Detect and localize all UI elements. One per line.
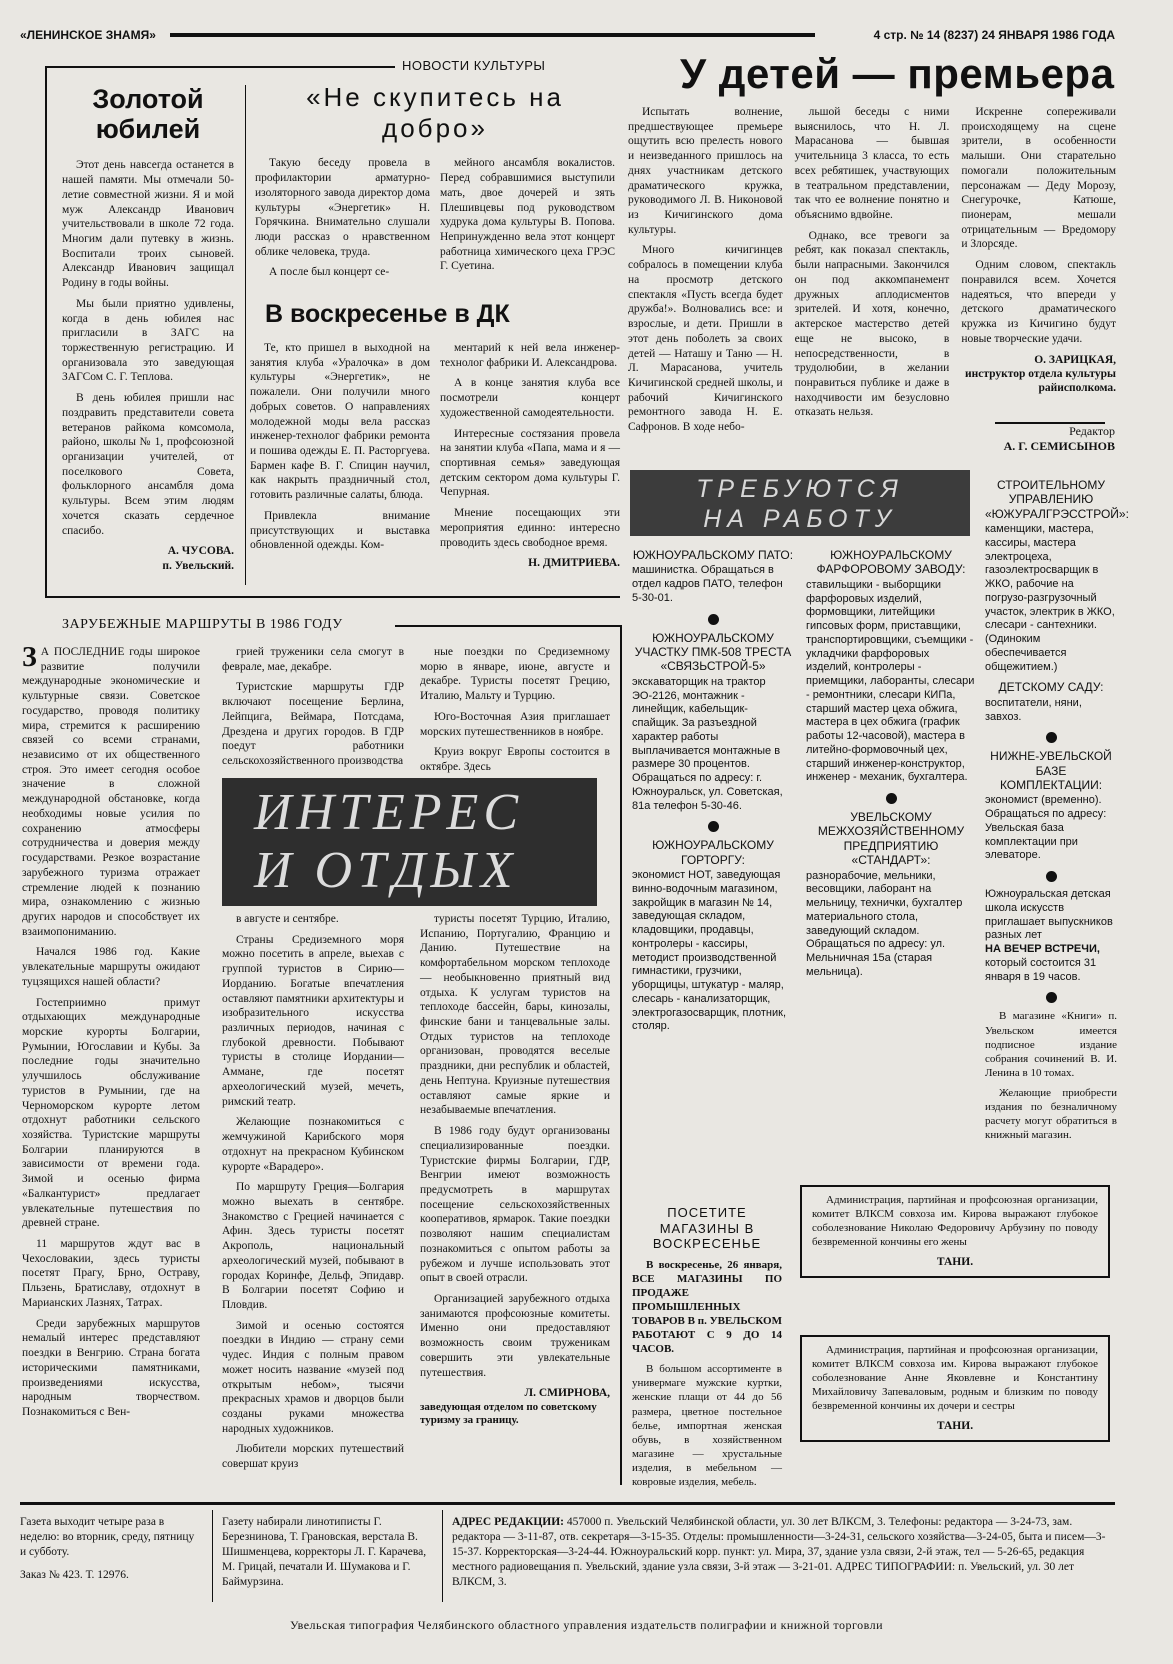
job-text: машинистка. Обращаться в отдел кадров ПАТО, телефон 5-30-01. xyxy=(632,564,783,604)
paper-name: «ЛЕНИНСКОЕ ЗНАМЯ» xyxy=(20,28,160,42)
travel-banner-line1: ИНТЕРЕС xyxy=(254,784,523,841)
premiere-paragraph: льшой беседы с ними выяснилось, что Н. Л. Марасанова — бывшая учительница 3 класса, то есть всех ребятишек, участвующих в театральном представлении, так что ее волнение понятно и объяснимо вдвойне. xyxy=(794,106,950,222)
footer-top-rule xyxy=(20,1502,1115,1505)
shops-title: ПОСЕТИТЕ МАГАЗИНЫ В ВОСКРЕСЕНЬЕ xyxy=(652,1205,762,1252)
travel-paragraph: Гостеприимно примут отдыхающих международные морские курорты Болгарии, Румынии, Югославии и Кубы. За последние годы значительно улучшилось обслуживание туристов в Румынии, где на Черноморском курорте летом отдохнут работники сельского хозяйства. Туристские маршруты Болгарии планируются в зависимости от времени года. Зимой и осенью фирма «Балкантурист» предлагает увлекательные путешествия по древней стране. xyxy=(22,996,200,1230)
golden-signature: А. ЧУСОВА. xyxy=(167,545,234,558)
jobs-banner xyxy=(630,470,970,536)
editor-block xyxy=(990,424,1115,454)
bullet-icon xyxy=(886,793,897,804)
dk-paragraph: Те, кто пришел в выходной на занятия клуба «Уралочка» в дом культуры «Энергетик», не пожалели. Они получили много добрых советов. О направлениях молодежной моды вела рассказ инженер-технолог фабрики ремонта и пошива одежды Е. П. Расторгуева. Бармен кафе В. Г. Спицин научил, как накрыть праздничный стол, готовить различные салаты, блюда. xyxy=(250,342,430,502)
issue-info: 4 стр. № 14 (8237) 24 ЯНВАРЯ 1986 ГОДА xyxy=(873,28,1115,42)
footer-schedule-block xyxy=(20,1515,200,1583)
premiere-paragraph: Однако, все тревоги за ребят, как показал спектакль, были напрасными. Закончился он под аккомпанемент дружных аплодисментов зрителей. И хотя, конечно, актерское мастерство детей еще не высоко, в непосредственности, в трудолюбии, в желании понравиться публике и даже в находчивости им безусловно отказать нельзя. xyxy=(794,229,950,419)
dk-paragraph: Привлекла внимание присутствующих и выставка обновленной одежды. Ком- xyxy=(250,509,430,552)
job-text: разнорабочие, мельники, весовщики, лаборант на мельницу, технички, бухгалтер материального стола, заведующий складом. Обращаться по адресу: ул. Мельничная 15а (старая мельница). xyxy=(806,869,963,978)
condolence-text: Администрация, партийная и профсоюзная организации, комитет ВЛКСМ совхоза им. Кирова выражают глубокое соболезнование Анне Яковлевне и Константину Михайловичу Запеваловым, родным и близким по поводу безвременной кончины их дочери и сестры xyxy=(812,1344,1098,1413)
travel-paragraph: Юго-Восточная Азия приглашает морских путешественников в ноябре. xyxy=(420,710,610,738)
golden-divider xyxy=(245,85,246,585)
job-text: экономист НОТ, заведующая винно-водочным магазином, закройщик в магазин № 14, заведующая складом, кладовщики, продавцы, контролеры - кассиры, методист производственной гимнастики, грузчики, уборщицы, штукатур - маляр, слесарь - канализаторщик, электрогазосварщик, плотник, столяр. xyxy=(632,869,786,1033)
footer-schedule: Газета выходит четыре раза в неделю: во вторник, среду, пятницу и субботу. xyxy=(20,1516,195,1558)
kindness-title: «Не скупитесь на добро» xyxy=(306,82,564,144)
travel-signature-role: заведующая отделом по советскому туризму за границу. xyxy=(420,1400,597,1427)
bullet-icon xyxy=(1046,992,1057,1003)
dk-signature: Н. ДМИТРИЕВА. xyxy=(528,557,620,570)
dropcap: З xyxy=(22,642,37,673)
footer-divider xyxy=(212,1510,213,1602)
job-org: ЮЖНОУРАЛЬСКОМУ УЧАСТКУ ПМК-508 ТРЕСТА «СВЯЗЬСТРОЙ-5» xyxy=(634,630,792,674)
job-org: ЮЖНОУРАЛЬСКОМУ ГОРТОРГУ: xyxy=(652,838,774,867)
culture-left-rule xyxy=(45,66,47,596)
jobs-banner-line2: НА РАБОТУ xyxy=(703,505,897,533)
footer-address-label: АДРЕС РЕДАКЦИИ: xyxy=(452,1516,565,1528)
books-paragraph: Желающие приобрести издания по безналичному расчету могут обратиться в книжный магазин. xyxy=(985,1086,1117,1142)
editor-name: А. Г. СЕМИСЫНОВ xyxy=(1003,439,1115,453)
premiere-paragraph: Много кичигинцев собралось в помещении клуба на просмотр детского спектакля «Пусть всегда будет дружба!». Волновались все: и взрослые, и дети. Пришли в этот день поболеть за своих детей — Наташу и Таню — Н. Л. Марасанова, учитель Кичигинской средней школы, и рабочий Кичигинского ремонтного завода Н. Е. Сафронов. В ходе небо- xyxy=(628,244,783,434)
culture-section-label: НОВОСТИ КУЛЬТУРЫ xyxy=(402,58,546,73)
dk-paragraph: Интересные состязания провела на занятии клуба «Папа, мама и я — спортивная семья» заведующая детским сектором дома культуры Г. Чепурная. xyxy=(440,427,620,499)
culture-top-rule xyxy=(45,66,395,68)
travel-paragraph: в августе и сентябре. xyxy=(236,913,339,925)
travel-col3-top xyxy=(420,645,610,781)
condolence-box xyxy=(800,1335,1110,1442)
premiere-signature: О. ЗАРИЦКАЯ, xyxy=(1034,353,1117,366)
job-org: НИЖНЕ-УВЕЛЬСКОЙ БАЗЕ КОМПЛЕКТАЦИИ: xyxy=(990,749,1112,793)
jobs-right-column xyxy=(806,548,976,980)
golden-paragraph: В день юбилея пришли нас поздравить представители совета ветеранов райкома комсомола, районо, школы № 1, профсоюзной организации учителей, от поселкового Совета, фольклорного ансамбля дома культуры. Всем этим людям хочется сказать сердечное спасибо. xyxy=(62,392,234,537)
job-org: ЮЖНОУРАЛЬСКОМУ ФАРФОРОВОМУ ЗАВОДУ: xyxy=(816,548,966,577)
travel-col2-bottom xyxy=(222,912,404,1478)
bullet-icon xyxy=(1046,732,1057,743)
condolence-name: ТАНИ. xyxy=(936,1420,974,1433)
travel-paragraph: ные поездки по Средиземному морю в январе, июне, августе и декабре. Туристы посетят Грецию, Италию, Мальту и Турцию. xyxy=(420,646,610,703)
travel-paragraph: Начался 1986 год. Какие увлекательные маршруты ожидают туцзящихся нашей области? xyxy=(22,946,200,988)
travel-col1 xyxy=(22,642,200,1426)
dk-paragraph: А в конце занятия клуба все посмотрели концерт художественной самодеятельности. xyxy=(440,377,620,419)
shops-paragraph: В большом ассортименте в универмаге мужские куртки, женские плащи от 44 до 56 размера, цветное постельное белье, импортная женская обувь, в хозяйственном магазине — хрустальные изделия, в мебельном — ковровые изделия, мебель. xyxy=(632,1363,782,1488)
travel-paragraph: В 1986 году будут организованы специализированные поездки. Туристские фирмы Болгарии, ГДР, Венгрии имеют возможность предусмотреть в маршрутах посещение сельскохозяйственных кооперативов, ярмарок. Такие поездки позволяют нашим специалистам познакомиться с опытом работы за рубежом и лучше использовать этот опыт в своей отрасли. xyxy=(420,1125,610,1285)
condolence-text: Администрация, партийная и профсоюзная организации, комитет ВЛКСМ совхоза им. Кирова выражают глубокое соболезнование Николаю Федоровичу Арбузину по поводу безвременной кончины его жены xyxy=(812,1194,1098,1249)
golden-signature-place: п. Увельский. xyxy=(162,559,234,572)
travel-paragraph: По маршруту Греция—Болгария можно выехать в сентябре. Знакомство с Грецией начинается с Афин. Здесь туристы посетят Акрополь, национальный археологический музей, побывают в городах Коринфе, Дельф, Эпидавр. В Болгарии посетят Софию и Пловдив. xyxy=(222,1181,404,1311)
footer-order: Заказ № 423. Т. 12976. xyxy=(20,1568,129,1581)
travel-paragraph: Страны Средиземного моря можно посетить в апреле, выехав с группой туристов в Сирию—Иорданию. Богатые впечатления оставляют памятники архитектуры и изобразительного искусства различных периодов, начиная с глубокой древности. Побывают туристы в столице Иордании—Аммане, где посетят археологический музей, мечеть, римский театр. xyxy=(222,933,404,1108)
jobs-far-right-column xyxy=(985,478,1129,1148)
kindness-paragraph: мейного ансамбля вокалистов. Перед собравшимися выступили мать, двое дочерей и зять Плешивцевы под руководством худрука дома культуры В. Попова. Непринужденно вела этот концерт работница химического цеха ГРЭС Г. Суетина. xyxy=(440,157,615,273)
travel-paragraph: Организацией зарубежного отдыха занимаются профсоюзные комитеты. Именно они предоставляют возможность своим труженикам совершить эти увлекательные путешествия. xyxy=(420,1292,610,1379)
travel-paragraph: Зимой и осенью состоятся поездки в Индию — страну семи чудес. Индия с полным правом может носить название «музей под открытым небом», тысячи прекрасных храмов и дворцов были созданы руками множества народных художников. xyxy=(222,1319,404,1435)
footer-divider xyxy=(442,1510,443,1602)
school-when: который состоится 31 января в 19 часов. xyxy=(985,956,1097,983)
kindness-article xyxy=(255,82,615,286)
jobs-banner-line1: ТРЕБУЮТСЯ xyxy=(696,475,904,503)
bullet-icon xyxy=(1046,871,1057,882)
travel-paragraph: З А ПОСЛЕДНИЕ годы широкое развитие получили международные экономические и культурные связи. Советское государство, проводя политику мира, стремится к расширению связей со всеми странами, независимо от их общественного строя. Это имеет сегодня особое значение в сложной международной обстановке, когда необходимы новые усилия по сохранению атмосферы сотрудничества и доверия между государствами. Резкое возрастание зарубежного туризма отражает стремление людей к познанию мира, ознакомлению с жизнью других народов и способствует их взаимопониманию. xyxy=(22,642,200,938)
school-text: Южноуральская детская школа искусств приглашает выпускников разных лет xyxy=(985,888,1113,942)
jobs-left-column xyxy=(632,548,794,1034)
golden-title: Золотой юбилей xyxy=(92,84,204,144)
travel-col3-bottom xyxy=(420,912,610,1428)
footer-address-block xyxy=(452,1515,1115,1590)
job-org: УВЕЛЬСКОМУ МЕЖХОЗЯЙСТВЕННОМУ ПРЕДПРИЯТИЮ «СТАНДАРТ»: xyxy=(817,810,965,868)
travel-banner-line2: И ОТДЫХ xyxy=(254,842,518,899)
condolence-name: ТАНИ. xyxy=(936,1256,974,1269)
travel-banner xyxy=(222,778,597,906)
shops-paragraph: В воскресенье, 26 января, ВСЕ МАГАЗИНЫ ПО ПРОДАЖЕ ПРОМЫШЛЕННЫХ ТОВАРОВ В п. УВЕЛЬСКОМ РАБОТАЮТ С 9 ДО 14 ЧАСОВ. xyxy=(632,1258,782,1356)
travel-paragraph: 11 маршрутов ждут вас в Чехословакии, здесь туристы посетят Прагу, Брно, Остраву, Пльзень, Братиславу, отдохнут в Марианских Лазнях, Татрах. xyxy=(22,1238,200,1309)
travel-paragraph: туристы посетят Турцию, Италию, Испанию, Португалию, Францию и Данию. Путешествие на комфортабельном морском теплоходе — необыкновенно приятный вид отдыха. К услугам туристов на теплоходе бассейн, бары, кинозалы, финские бани и танцевальные залы. Отдых туристов на теплоходе организован, проводятся веселые праздники, дни республик и областей, день Нептуна. Круизные путешествия оставляют самые яркие и незабываемые впечатления. xyxy=(420,913,610,1117)
travel-paragraph: Среди зарубежных маршрутов немалый интерес представляют поездки в Венгрию. Страна богата историческими памятниками, произведениями искусства, народным творчеством. Познакомиться с Вен- xyxy=(22,1317,200,1418)
premiere-article xyxy=(628,105,1116,441)
shops-notice xyxy=(632,1205,782,1495)
travel-paragraph: Круиз вокруг Европы состоится в октябре. Здесь xyxy=(420,746,610,774)
premiere-paragraph: Испытать волнение, предшествующее премьере ощутить всю прелесть нового и неизведанного пришлось на днях участникам детского драматического кружка, руководимого Л. В. Никоновой из Кичигинского дома культуры. xyxy=(628,106,783,236)
bullet-icon xyxy=(708,614,719,625)
premiere-paragraph: Одним словом, спектакль понравился всем. Хочется надеяться, что впереди у детского драматического кружка из Кичигино будут новые творческие удачи. xyxy=(961,259,1117,345)
travel-col2-top xyxy=(222,645,404,775)
dk-paragraph: Мнение посещающих эти мероприятия единно: интересно проводить здесь свободное время. xyxy=(440,507,620,549)
bullet-icon xyxy=(708,821,719,832)
travel-paragraph: Любители морских путешествий совершат круиз xyxy=(222,1443,404,1471)
job-text: экономист (временно). Обращаться по адресу: Увельская база комплектации при элеваторе. xyxy=(985,794,1107,862)
golden-paragraph: Мы были приятно удивлены, когда в день юбилея нас пригласили в ЗАГС на торжественную регистрацию. И организовала это заведующая ЗАГСом С. Г. Теплова. xyxy=(62,297,234,384)
premiere-paragraph: Искренне сопереживали происходящему на сцене зрители, в особенности малыши. Они старательно помогали положительным персонажам — Деду Морозу, Снегурочке, Катюше, пионерам, мешали отрицательным — Вредомору и Злорсяде. xyxy=(961,106,1117,251)
footer-staff: Газету набирали линотиписты Г. Березнинова, Т. Грановская, верстала В. Шишменцева, корректоры Л. Г. Карачева, М. Грицай, печатали И. Шумакова и Г. Баймурзина. xyxy=(222,1516,427,1588)
dk-title: В воскресенье в ДК xyxy=(265,300,510,328)
travel-paragraph: Туристские маршруты ГДР включают посещение Берлина, Лейпцига, Веймара, Потсдама, Дрездена и других городов. В ГДР поедут работники сельскохозяйственного производства xyxy=(222,681,404,768)
footer-printer: Увельская типография Челябинского областного управления издательств полиграфии и книжной торговли xyxy=(289,1618,884,1632)
culture-bottom-rule xyxy=(45,596,620,598)
books-paragraph: В магазине «Книги» п. Увельском имеется подписное издание собрания сочинений В. И. Ленина в 10 томах. xyxy=(985,1010,1117,1079)
premiere-title: У детей — премьера xyxy=(680,50,1115,97)
job-text: каменщики, мастера, кассиры, мастера электроцеха, газоэлектросварщик в ЖКО, рабочие на погрузо-разгрузочный участок, электрик в ЖКО, слесари - сантехники. (Одиноким обеспечивается общежитием.) xyxy=(985,523,1115,673)
school-event: НА ВЕЧЕР ВСТРЕЧИ, xyxy=(985,943,1100,956)
job-org: ЮЖНОУРАЛЬСКОМУ ПАТО: xyxy=(632,548,794,562)
travel-section-label: ЗАРУБЕЖНЫЕ МАРШРУТЫ В 1986 ГОДУ xyxy=(62,617,343,632)
kindness-paragraph: Такую беседу провела в профилактории арматурно-изоляторного завода директор дома культуры «Энергетик» Н. Горячкина. Внимательно слушали люди рассказ о нравственном облике человека, труда. xyxy=(255,157,430,258)
job-org: ДЕТСКОМУ САДУ: xyxy=(998,680,1104,695)
dk-article xyxy=(250,300,620,571)
job-text: ставильщики - выборщики фарфоровых изделий, формовщики, литейщики гипсовых форм, приставщики, транспортировщики, съемщики - укладчики фарфоровых изделий, контролеры - приемщики, лаборанты, слесари - ремонтники, слесари КИПа, старший мастер цеха обжига, мастера в цех обжига (график работы 12-часовой), мастера в литейно-формовочный цех, старший инженер-конструктор, инженер - механик, бухгалтера. xyxy=(806,578,975,784)
condolence-box xyxy=(800,1185,1110,1278)
editor-label: Редактор xyxy=(1069,424,1115,438)
travel-paragraph: грией труженики села смогут в феврале, мае, декабре. xyxy=(222,646,404,673)
job-text: воспитатели, няни, завхоз. xyxy=(985,696,1082,723)
masthead-rule xyxy=(170,33,815,37)
travel-signature: Л. СМИРНОВА, xyxy=(524,1387,610,1400)
footer-address: 457000 п. Увельский Челябинской области, ул. 30 лет ВЛКСМ, 3. Телефоны: редактора — 3-24-73, зам. редактора — 3-11-87, отв. секретаря—3-15-35. Отделы: промышленности—3-24-31, сельского хозяйства—3-24-05, быта и писем—3-15-37. Корректорская—3-24-44. Южноуральский корр. пункт: ул. Мира, 37, здание узла связи, 2-й этаж, тел — 5-26-65, редакция местного радиовещания п. Увельский, здание узла связи, 3-й этаж — 3-21-01. АДРЕС ТИПОГРАФИИ: п. Увельский, ул. 30 лет ВЛКСМ, 3. xyxy=(452,1516,1106,1588)
travel-top-rule xyxy=(395,625,620,627)
masthead xyxy=(20,28,1115,48)
golden-jubilee-article xyxy=(62,85,234,573)
travel-paragraph: Желающие познакомиться с жемчужиной Карибского моря отдохнут на прекрасном Кубинском курорте «Варадеро». xyxy=(222,1116,404,1173)
golden-paragraph: Этот день навсегда останется в нашей памяти. Мы отмечали 50-летие совместной жизни. Я и мой муж Александр Иванович учительствовали в школе 72 года. Многим дали путевку в жизнь. Воспитали троих сыновей. Александр Иванович защищал Родину в годы войны. xyxy=(62,159,234,290)
dk-paragraph: ментарий к ней вела инженер-технолог фабрики И. Александрова. xyxy=(440,342,620,369)
job-org: СТРОИТЕЛЬНОМУ УПРАВЛЕНИЮ «ЮЖУРАЛГРЭССТРОЙ»: xyxy=(985,478,1129,521)
kindness-paragraph: А после был концерт се- xyxy=(269,266,390,279)
premiere-signature-role: инструктор отдела культуры райисполкома. xyxy=(964,367,1117,395)
travel-right-rule xyxy=(620,625,622,1485)
job-text: экскаваторщик на трактор ЭО-2126, монтажник - линейщик, кабельщик-спайщик. За разъездной характер работы выплачивается монтажные в размере 30 процентов. Обращаться по адресу: г. Южноуральск, ул. Советская, 81а телефон 5-30-46. xyxy=(632,675,783,812)
